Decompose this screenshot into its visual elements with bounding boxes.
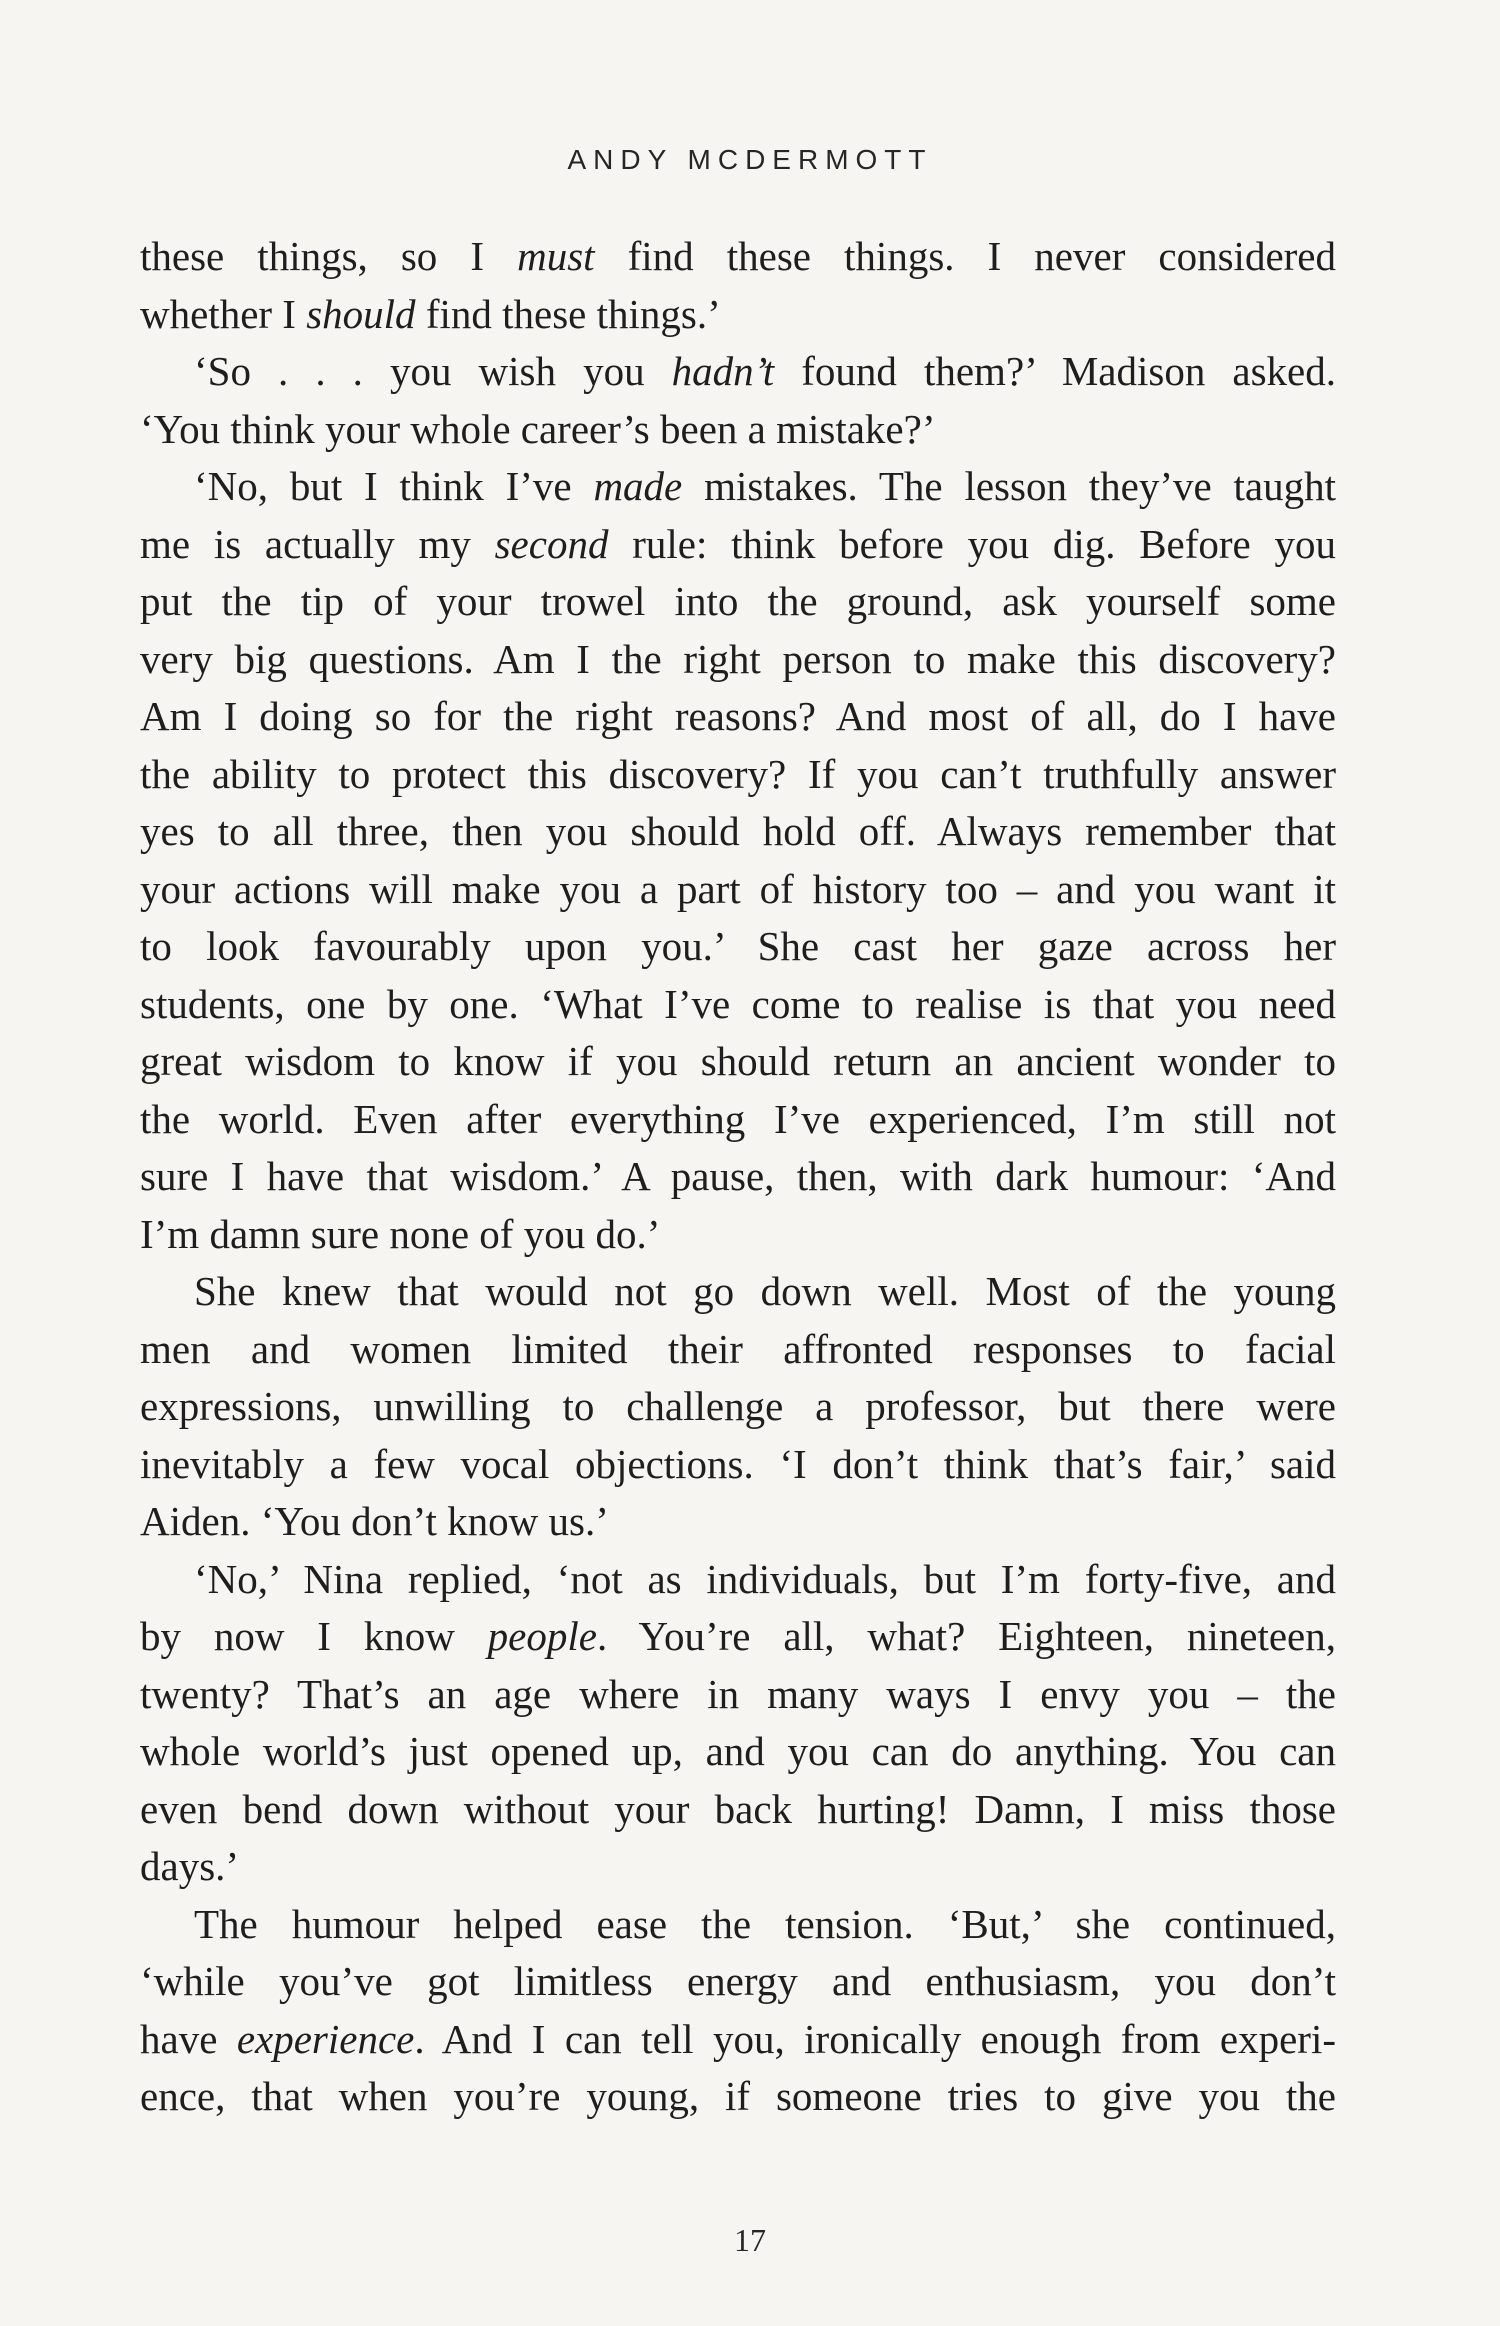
text-span: your actions will make you a part of history too – and you want it [140, 865, 1336, 912]
italic-text: people [487, 1613, 597, 1659]
text-span: inevitably a few vocal objections. ‘I don’t think that’s fair,’ said [140, 1440, 1336, 1487]
text-span: expressions, unwilling to challenge a professor, but there were [140, 1383, 1336, 1429]
text-span: rule: think before you dig. Before you [608, 520, 1337, 567]
text-span: ‘while you’ve got limitless energy and enthusiasm, you don’t [140, 1958, 1336, 2004]
text-line [140, 1781, 1336, 1839]
text-span: whether I [140, 290, 307, 337]
text-line [140, 1033, 1336, 1091]
running-head: ANDY MCDERMOTT [567, 144, 933, 175]
text-line [140, 458, 1336, 516]
text-line [140, 1493, 1336, 1551]
text-span: . And I can tell you, ironically enough from experi- [414, 2015, 1336, 2062]
text-span: find these things. I never considered [594, 233, 1336, 279]
italic-text: experience [236, 2015, 415, 2062]
text-span: Aiden. ‘You don’t know us.’ [140, 1498, 609, 1544]
text-line [140, 1206, 1336, 1264]
text-span: She knew that would not go down well. Most of the young [194, 1268, 1336, 1314]
text-span: The humour helped ease the tension. ‘But,’ she continued, [194, 1900, 1336, 1947]
text-span: yes to all three, then you should hold off. Always remember that [140, 808, 1336, 854]
text-line [140, 2011, 1336, 2069]
text-span: whole world’s just opened up, and you can do anything. You can [140, 1728, 1336, 1774]
text-span: me is actually my [140, 520, 495, 567]
text-line [140, 1953, 1336, 2011]
text-line [140, 1378, 1336, 1436]
text-line [140, 1263, 1336, 1321]
text-span: have [140, 2015, 237, 2062]
text-span: . You’re all, what? Eighteen, nineteen, [596, 1613, 1337, 1659]
text-span: by now I know [140, 1613, 488, 1659]
text-line [140, 573, 1336, 631]
text-span: great wisdom to know if you should return an ancient wonder to [140, 1038, 1336, 1084]
italic-text: second [494, 520, 609, 567]
italic-text: should [306, 290, 416, 337]
text-line [140, 516, 1336, 574]
page-number: 17 [734, 2222, 766, 2258]
text-span: ‘So . . . you wish you [194, 348, 672, 394]
text-line [140, 1321, 1336, 1379]
text-span: I’m damn sure none of you do.’ [140, 1210, 661, 1257]
text-line [140, 1148, 1336, 1206]
italic-text: made [593, 463, 683, 509]
text-line [140, 286, 1336, 344]
text-line [140, 976, 1336, 1034]
text-span: Am I doing so for the right reasons? And most of all, do I have [140, 693, 1336, 739]
text-line [140, 746, 1336, 804]
text-span: these things, so I [140, 233, 518, 279]
text-span: to look favourably upon you.’ She cast her gaze across her [140, 923, 1336, 969]
text-line [140, 861, 1336, 919]
text-span: men and women limited their affronted responses to facial [140, 1325, 1336, 1372]
text-span: even bend down without your back hurting! Damn, I miss those [140, 1785, 1336, 1832]
text-line [140, 918, 1336, 976]
text-line [140, 1091, 1336, 1149]
text-line [140, 1608, 1336, 1666]
text-span: the world. Even after everything I’ve experienced, I’m still not [140, 1095, 1336, 1142]
text-line [140, 228, 1336, 286]
text-line [140, 2068, 1336, 2126]
italic-text: hadn’t [671, 348, 775, 394]
text-span: find these things.’ [415, 290, 721, 337]
text-span: mistakes. The lesson they’ve taught [682, 463, 1336, 509]
text-span: ‘No, but I think I’ve [194, 463, 594, 509]
text-line [140, 1838, 1336, 1896]
text-span: ‘You think your whole career’s been a mistake?’ [140, 405, 936, 452]
body-text [140, 228, 1336, 2126]
text-span: put the tip of your trowel into the ground, ask yourself some [140, 578, 1336, 624]
text-line [140, 1436, 1336, 1494]
text-span: sure I have that wisdom.’ A pause, then, with dark humour: ‘And [140, 1153, 1336, 1199]
text-line [140, 1723, 1336, 1781]
text-span: ‘No,’ Nina replied, ‘not as individuals, but I’m forty-five, and [194, 1555, 1336, 1602]
text-span: ence, that when you’re young, if someone tries to give you the [140, 2073, 1336, 2119]
text-span: twenty? That’s an age where in many ways I envy you – the [140, 1670, 1336, 1717]
text-line [140, 1551, 1336, 1609]
text-span: found them?’ Madison asked. [774, 348, 1336, 394]
text-span: students, one by one. ‘What I’ve come to realise is that you need [140, 980, 1336, 1027]
text-line [140, 401, 1336, 459]
text-line [140, 631, 1336, 689]
italic-text: must [517, 233, 595, 279]
text-line [140, 688, 1336, 746]
text-line [140, 1666, 1336, 1724]
text-span: very big questions. Am I the right person to make this discovery? [140, 635, 1336, 682]
text-line [140, 343, 1336, 401]
text-span: days.’ [140, 1843, 240, 1889]
text-span: the ability to protect this discovery? If you can’t truthfully answer [140, 750, 1336, 797]
text-line [140, 1896, 1336, 1954]
text-line [140, 803, 1336, 861]
